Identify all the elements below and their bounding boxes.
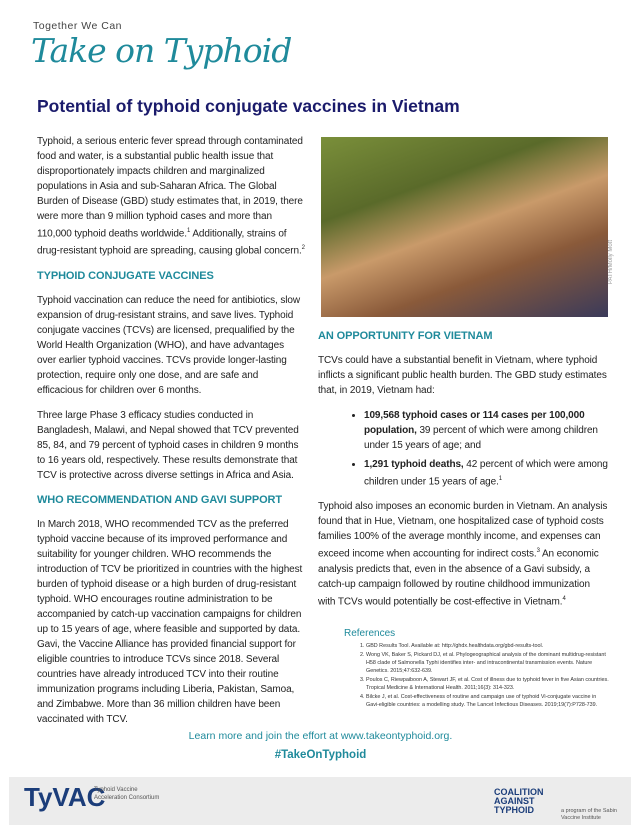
photo-credit: PATH/Molly Mott [608, 240, 614, 285]
paragraph: Three large Phase 3 efficacy studies conducted in Bangladesh, Malawi, and Nepal showed that TCV prevented 85, 84, and 79 percent of typhoid cases in children 9 months to 16 years old, respectively. These results demonstrate that TCV is protective across diverse settings in Africa and Asia. [37, 409, 299, 481]
list-item: • 1,291 typhoid deaths, 42 percent of which were among children under 15 years of age.$^1$ [364, 457, 608, 489]
list-item: • 109,568 typhoid cases or 114 cases per 100,000 population, 39 percent of which were among children under 15 years of age; and [364, 408, 608, 453]
learn-more-link[interactable]: Learn more and join the effort at www.takeontyphoid.org. [188, 730, 453, 742]
children-photo [321, 137, 608, 317]
section-heading: TYPHOID CONJUGATE VACCINES [37, 269, 214, 282]
take-on-typhoid-logo: Take on Typhoid [31, 31, 292, 70]
hashtag: #TakeOnTyphoid [274, 749, 367, 761]
reference-item: 4. Bilcke J, et al. Cost-effectiveness of routine and campaign use of typhoid Vi-conjugate vaccine in Gavi-eligible countries: a modelling study. The Lancet Infectious Diseases. 2019;19(7):P728-739. [366, 693, 609, 709]
tyvac-logo: TyVAC [24, 782, 106, 812]
paragraph: Typhoid vaccination can reduce the need for antibiotics, slow expansion of drug-resistant strains, and save lives. Typhoid conjugate vaccines (TCVs) are licensed, prequalified by the World Health Organization (WHO), and have advantages over earlier typhoid vaccines. TCVs provide longer-lasting protection, require only one dose, and are safe and efficacious for children over 6 months. [37, 294, 300, 396]
references [344, 628, 609, 710]
references-heading: References [344, 628, 396, 639]
paragraph: TCVs could have a substantial benefit in Vietnam, where typhoid inflicts a significant public health burden. The GBD study estimates that, in 2019, Vietnam had: [318, 355, 607, 396]
tagline: Together We Can [33, 20, 123, 32]
section-heading: AN OPPORTUNITY FOR VIETNAM [318, 330, 493, 342]
stats-list [364, 408, 608, 489]
reference-item: 3. Poulos C, Riewpaiboon A, Stewart JF, et al. Cost of illness due to typhoid fever in five Asian countries. Tropical Medicine & International Health. 2011;16(3): 314-323. [366, 676, 609, 692]
left-column [37, 134, 305, 737]
sabin-text: a program of the Sabin Vaccine Institute [561, 808, 617, 821]
coalition-logo: COALITION AGAINST TYPHOID [494, 787, 544, 815]
reference-item: 2. Wong VK, Baker S, Pickard DJ, et al. Phylogeographical analysis of the dominant multidrug-resistant H58 clade of Salmonella Typhi identifies inter- and intracontinental transmission events. Nature Genetics. 2015;47:632-639. [366, 651, 609, 675]
paragraph: In March 2018, WHO recommended TCV as the preferred typhoid vaccine because of its improved performance and suitability for younger children. WHO recommends the introduction of TCV be prioritized in countries with the highest burden of typhoid disease or a high burden of drug-resistant typhoid. WHO encourages routine administration to be accompanied by catch-up vaccination campaigns for children up to 15 years of age, where feasible and supported by data. Gavi, the Vaccine Alliance has provided financial support for eligible countries to introduce TCVs since 2018. Several countries have already introduced TCV into their routine immunization programs including Liberia, Pakistan, Samoa, and Zimbabwe. More than 36 million children have been vaccinated with TCV. [37, 518, 303, 725]
intro-paragraph: Typhoid, a serious enteric fever spread through contaminated food and water, is a substantial public health issue that disproportionately impacts children and marginalized populations in Asia and sub-Saharan Africa. The Global Burden of Disease (GBD) study estimates that, in 2019, there were more than 9 million typhoid cases and more than 110,000 typhoid deaths worldwide.$^1$ Additionally, strains of drug-resistant typhoid are spreading, causing global concern.$^2$ [37, 136, 305, 257]
page-title: Potential of typhoid conjugate vaccines in Vietnam [37, 96, 460, 116]
paragraph: Typhoid also imposes an economic burden in Vietnam. An analysis found that in Hue, Vietnam, one hospitalized case of typhoid costs families 100% of the average monthly income, and expenses can exceed income when accounting for indirect costs.$^3$ An economic analysis predicts that, even in the absence of a Gavi subsidy, a catch-up campaign followed by routine childhood immunization with TCVs would potentially be cost-effective in Vietnam.$^4$ [318, 501, 608, 607]
reference-item: 1. GBD Results Tool. Available at: http://ghdx.healthdata.org/gbd-results-tool. [366, 642, 609, 650]
tyvac-subtitle: Typhoid Vaccine Acceleration Consortium [94, 787, 160, 801]
right-column [318, 324, 608, 619]
section-heading: WHO RECOMMENDATION AND GAVI SUPPORT [37, 493, 283, 506]
